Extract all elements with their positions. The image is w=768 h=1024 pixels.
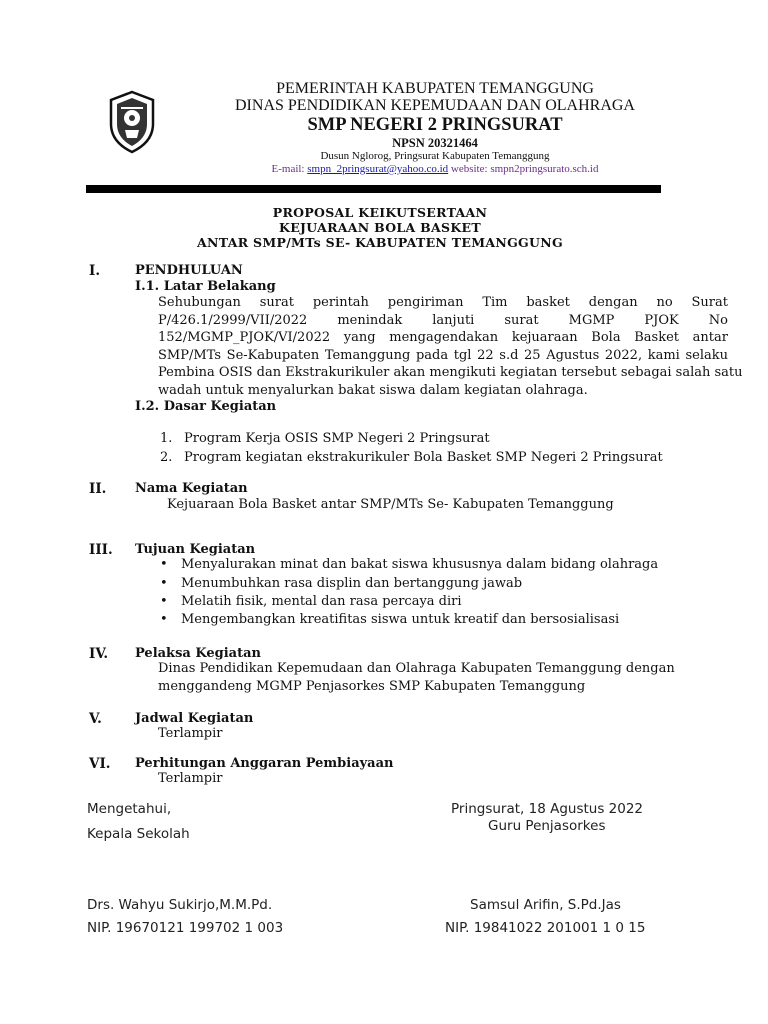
section-6-title: Perhitungan Anggaran Pembiayaan [135, 756, 394, 771]
website-label: website: [450, 163, 488, 175]
sign-left-name: Drs. Wahyu Sukirjo,M.M.Pd. [87, 897, 273, 913]
list-number: 2. [160, 450, 173, 465]
section-5-number: V. [89, 711, 102, 727]
sign-left-role: Kepala Sekolah [87, 826, 190, 842]
header-gov: PEMERINTAH KABUPATEN TEMANGGUNG [276, 80, 594, 97]
section-4-number: IV. [89, 646, 109, 662]
section-5-text: Terlampir [158, 726, 223, 741]
bullet-icon: • [160, 612, 168, 627]
sign-right-nip: NIP. 19841022 201001 1 0 15 [445, 920, 646, 936]
header-address: Dusun Nglorog, Pringsurat Kabupaten Temanggung [320, 150, 550, 162]
list-item: Program kegiatan ekstrakurikuler Bola Basket SMP Negeri 2 Pringsurat [184, 450, 663, 465]
section-1-title: PENDHULUAN [135, 263, 243, 278]
sign-left-nip: NIP. 19670121 199702 1 003 [87, 920, 284, 936]
email-label: E-mail: [271, 163, 305, 175]
list-item: Melatih fisik, mental dan rasa percaya diri [181, 594, 462, 609]
section-2-text: Kejuaraan Bola Basket antar SMP/MTs Se- Kabupaten Temanggung [167, 497, 614, 512]
section-6-text: Terlampir [158, 771, 223, 786]
sign-right-name: Samsul Arifin, S.Pd.Jas [470, 897, 621, 913]
section-4-line: Dinas Pendidikan Kepemudaan dan Olahraga Kabupaten Temanggung dengan [158, 661, 675, 676]
list-item: Menumbuhkan rasa displin dan bertanggung jawab [181, 576, 523, 591]
paragraph-line: 152/MGMP_PJOK/VI/2022 yang mengagendakan kejuaraan Bola Basket antar [158, 330, 728, 346]
paragraph-line: wadah untuk menyalurkan bakat siswa dalam kegiatan olahraga. [158, 382, 588, 398]
section-3-title: Tujuan Kegiatan [135, 542, 256, 557]
paragraph-line: SMP/MTs Se-Kabupaten Temanggung pada tgl 22 s.d 25 Agustus 2022, kami selaku [158, 347, 728, 363]
bullet-icon: • [160, 594, 168, 609]
email-link[interactable]: smpn_2pringsurat@yahoo.co.id [307, 163, 449, 175]
list-number: 1. [160, 431, 173, 446]
header-npsn: NPSN 20321464 [392, 136, 478, 150]
paragraph-line: P/426.1/2999/VII/2022 menindak lanjuti surat MGMP PJOK No [158, 312, 728, 328]
latar-belakang-paragraph [158, 294, 743, 400]
section-3-number: III. [89, 542, 113, 558]
header-contact [150, 163, 720, 175]
section-2-number: II. [89, 481, 107, 497]
header-dept: DINAS PENDIDIKAN KEPEMUDAAN DAN OLAHRAGA [235, 97, 635, 114]
header-divider [86, 185, 661, 193]
bullet-icon: • [160, 557, 168, 572]
sign-left-label: Mengetahui, [87, 801, 172, 817]
section-5-title: Jadwal Kegiatan [135, 711, 254, 726]
sign-right-role: Guru Penjasorkes [488, 818, 606, 834]
proposal-title-2: KEJUARAAN BOLA BASKET [279, 220, 481, 235]
bullet-icon: • [160, 576, 168, 591]
section-1-sub1: I.1. Latar Belakang [135, 279, 276, 294]
section-1-sub2: I.2. Dasar Kegiatan [135, 399, 277, 414]
section-2-title: Nama Kegiatan [135, 481, 248, 496]
header-school: SMP NEGERI 2 PRINGSURAT [307, 115, 563, 135]
website-text: smpn2pringsurato.sch.id [490, 163, 599, 175]
list-item: Mengembangkan kreatifitas siswa untuk kreatif dan bersosialisasi [181, 612, 620, 627]
proposal-title-1: PROPOSAL KEIKUTSERTAAN [272, 205, 488, 220]
section-4-line: menggandeng MGMP Penjasorkes SMP Kabupaten Temanggung [158, 679, 586, 694]
sign-right-date: Pringsurat, 18 Agustus 2022 [451, 801, 644, 817]
proposal-title-3: ANTAR SMP/MTs SE- KABUPATEN TEMANGGUNG [197, 235, 563, 250]
list-item: Menyalurakan minat dan bakat siswa khususnya dalam bidang olahraga [181, 557, 659, 572]
section-4-title: Pelaksa Kegiatan [135, 646, 261, 661]
paragraph-line: Sehubungan surat perintah pengiriman Tim basket dengan no Surat [158, 295, 728, 310]
list-item: Program Kerja OSIS SMP Negeri 2 Pringsurat [184, 431, 490, 446]
paragraph-line: Pembina OSIS dan Ekstrakurikuler akan mengikuti kegiatan tersebut sebagai salah satu [158, 365, 743, 381]
section-6-number: VI. [89, 756, 111, 772]
section-1-number: I. [89, 263, 101, 279]
